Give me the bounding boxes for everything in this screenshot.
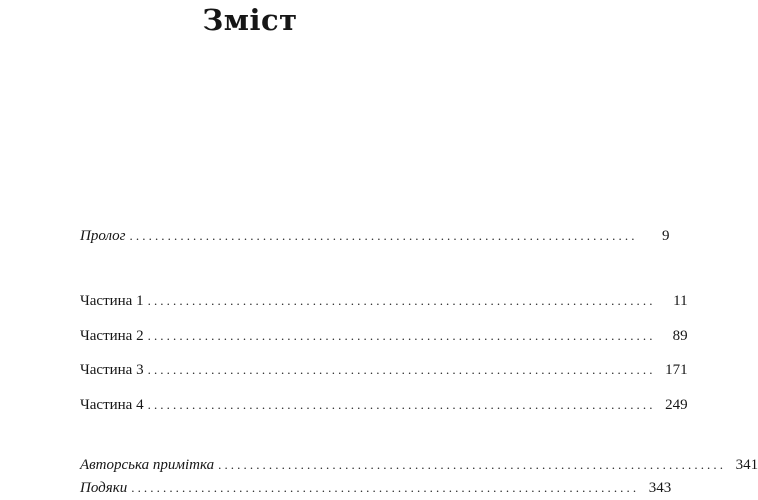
toc-entry-page: 9 bbox=[662, 228, 670, 244]
toc-entry-page: 89 bbox=[672, 328, 688, 344]
dot-leader: ................................................................................ bbox=[218, 457, 727, 472]
dot-leader: ................................................................................ bbox=[147, 293, 656, 308]
dot-leader: ................................................................................ bbox=[147, 362, 656, 377]
page-title: Зміст bbox=[202, 3, 298, 37]
toc-entry-page: 171 bbox=[665, 362, 688, 378]
toc-entry-part-1 bbox=[80, 291, 688, 311]
toc-entry-part-4 bbox=[80, 395, 688, 415]
toc-entry-label: Частина 1 bbox=[80, 293, 144, 309]
toc-entry-page: 11 bbox=[673, 293, 688, 309]
toc-entry-page: 249 bbox=[665, 397, 688, 413]
dot-leader: ................................................................................ bbox=[147, 397, 656, 412]
toc-entry-label: Частина 3 bbox=[80, 362, 144, 378]
toc-entry-label: Частина 2 bbox=[80, 328, 144, 344]
dot-leader: ................................................................................ bbox=[147, 328, 656, 343]
toc-entry-label: Авторська примітка bbox=[80, 457, 215, 473]
toc-entry-label: Подяки bbox=[80, 480, 128, 496]
dot-leader: ................................................................................ bbox=[131, 480, 640, 495]
toc-entry-acknowledgements bbox=[80, 478, 672, 498]
toc-entry-page: 343 bbox=[648, 480, 672, 496]
toc-entry-part-2 bbox=[80, 326, 688, 346]
toc-entry-prologue bbox=[80, 226, 670, 246]
toc-entry-page: 341 bbox=[735, 457, 758, 473]
toc-entry-author-note bbox=[80, 455, 758, 475]
toc-entry-label: Частина 4 bbox=[80, 397, 144, 413]
dot-leader: ................................................................................ bbox=[129, 228, 638, 243]
toc-entry-label: Пролог bbox=[80, 228, 126, 244]
toc-entry-part-3 bbox=[80, 360, 688, 380]
